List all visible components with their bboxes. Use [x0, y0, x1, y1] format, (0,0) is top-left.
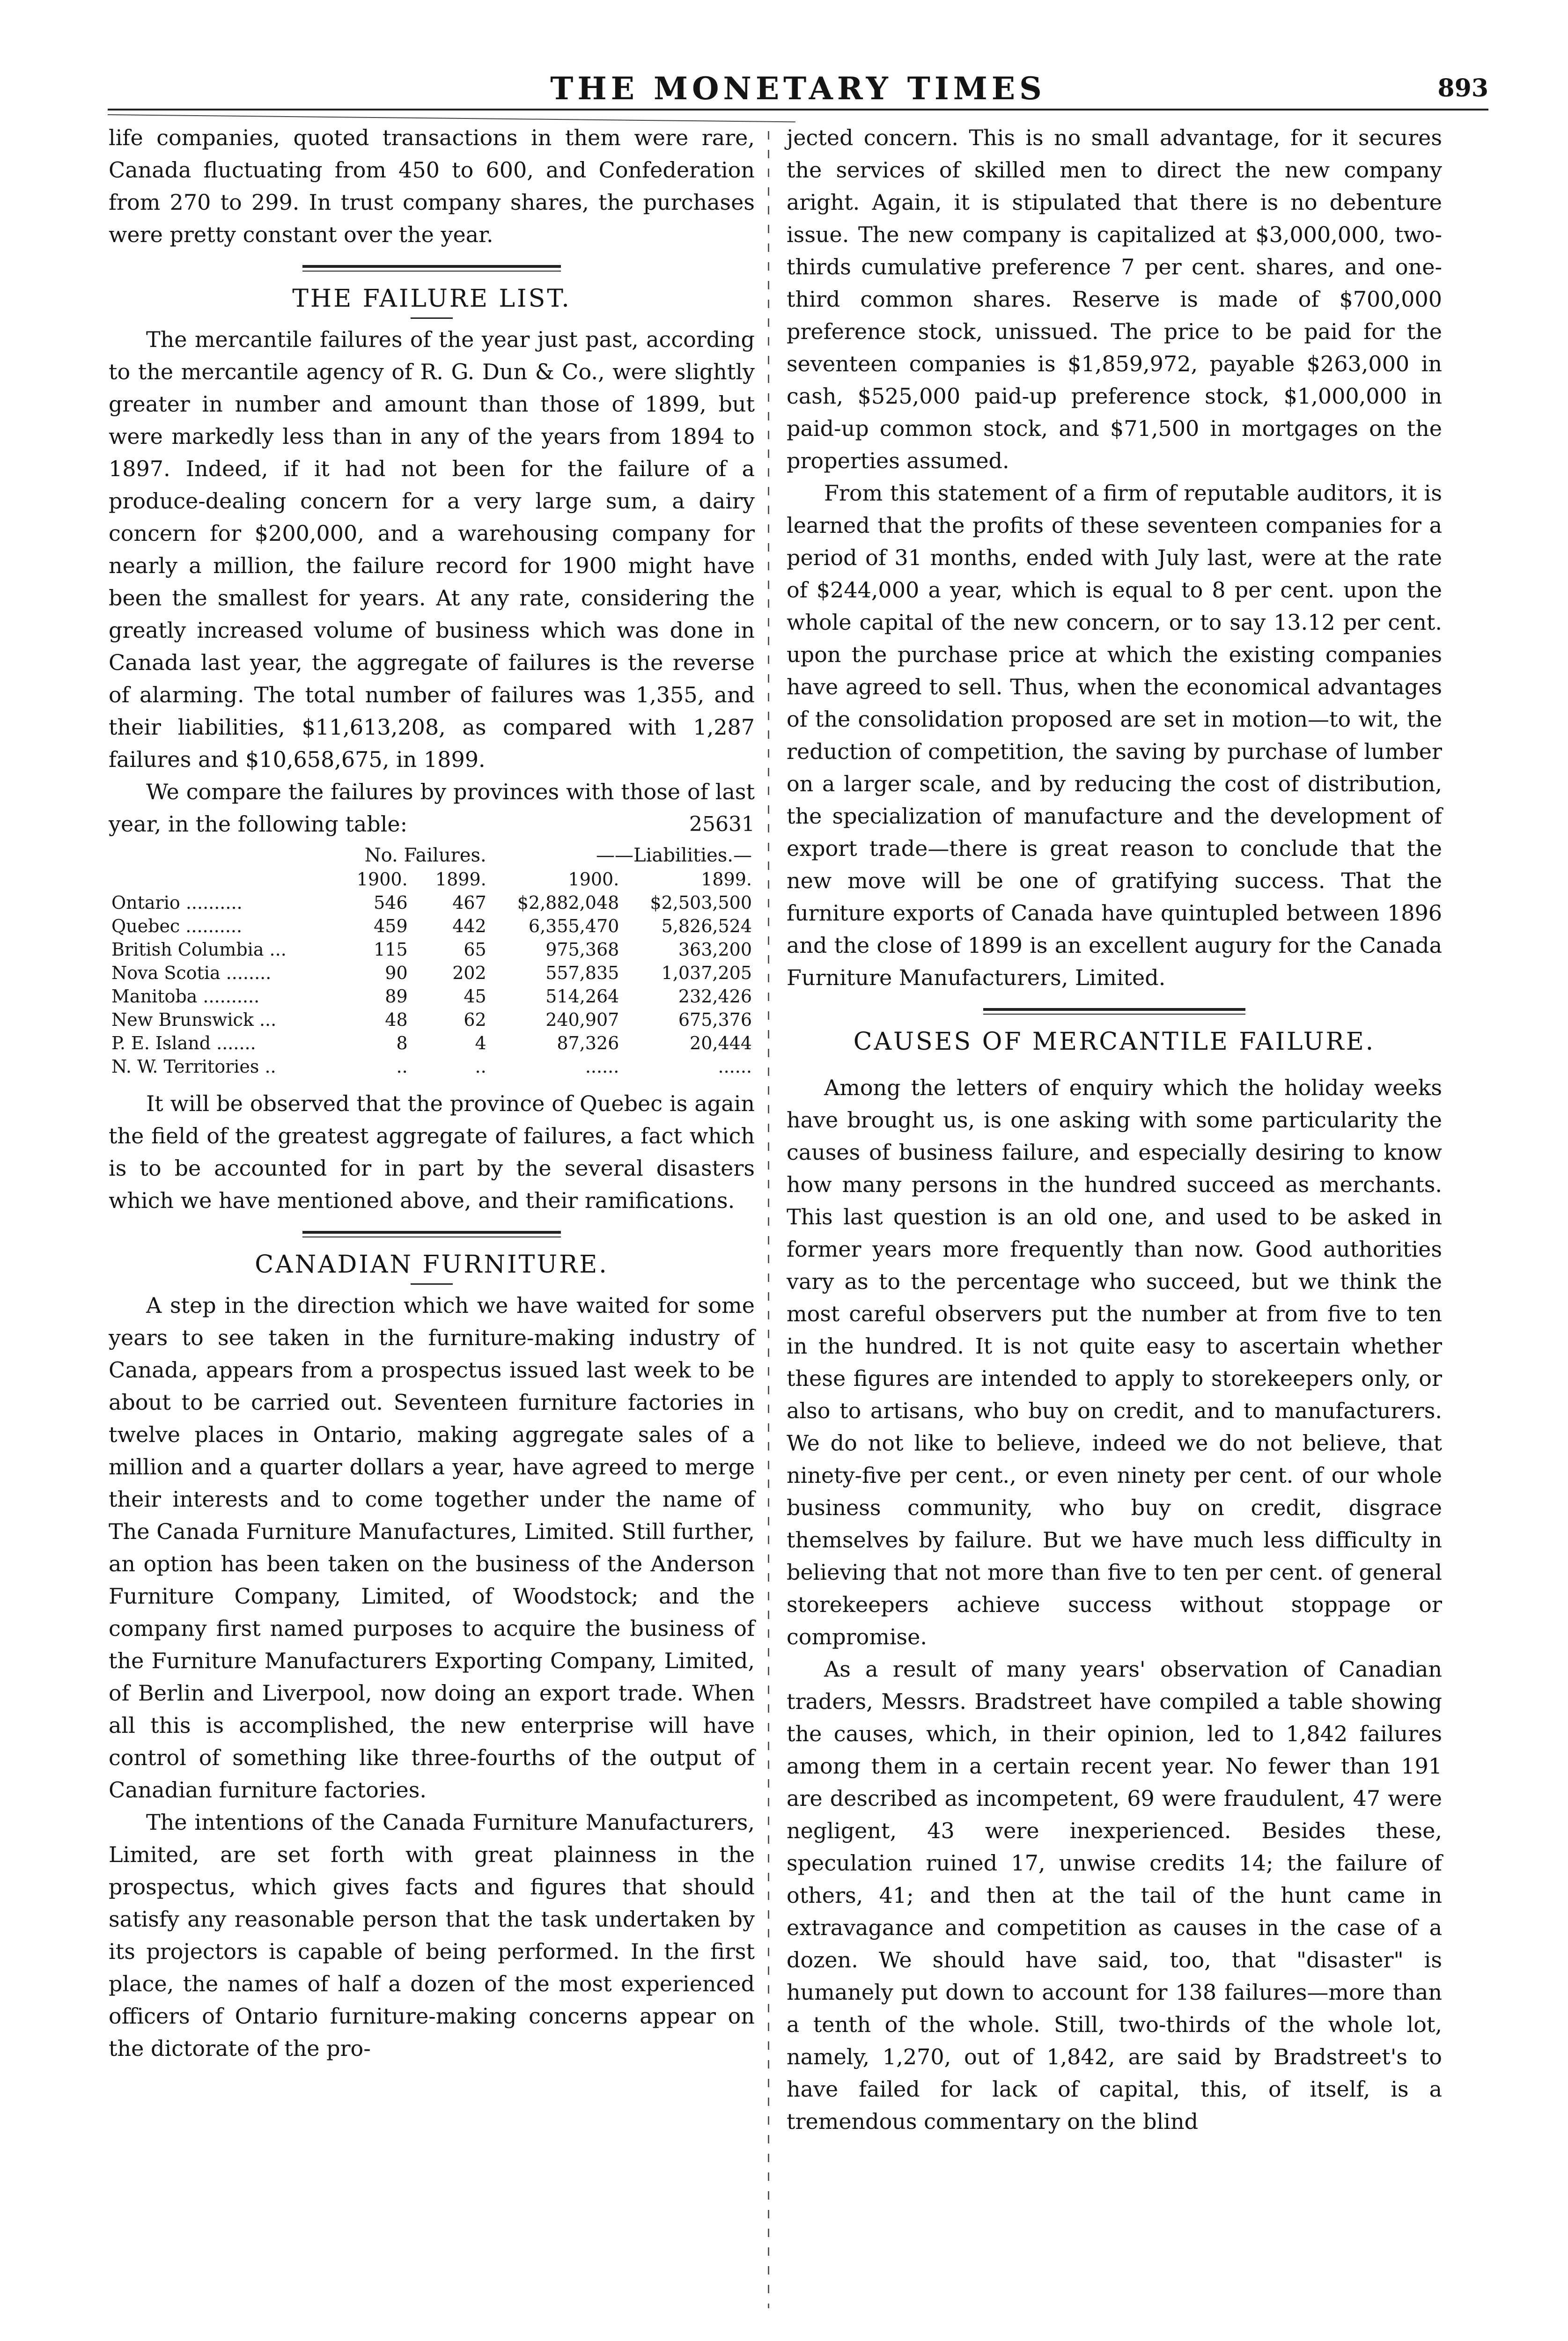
header-rule	[108, 109, 1488, 110]
intro-paragraph: life companies, quoted transactions in them were rare, Canada fluctuating from 450 to 600, and Confederation from 270 to 299. In trust company shares, the purchases were pretty constant over the year.	[109, 125, 755, 247]
province-name: Nova Scotia ........	[111, 963, 272, 983]
liabilities-1900: 557,835	[545, 963, 619, 983]
causes-paragraph-1: Among the letters of enquiry which the holiday weeks have brought us, is one asking with some particularity the causes of business failure, and especially desiring to know how many persons in the hundred succeed as merchants. This last question is an old one, and used to be asked in former years more frequently than now. Good authorities vary as to the percentage who succeed, but we think the most careful observers put the number at from five to ten in the hundred. It is not quite easy to ascertain whether these figures are intended to apply to storekeepers only, or also to artisans, who buy on credit, and to manufacturers. We do not like to believe, indeed we do not believe, that ninety-five per cent., or even ninety per cent. of our whole business community, who buy on credit, disgrace themselves by failure. But we have much less difficulty in believing that not more than five to ten per cent. of general storekeepers achieve success without stoppage or compromise.	[787, 1075, 1442, 1649]
province-name: New Brunswick ...	[111, 1009, 277, 1030]
liabilities-1899: 675,376	[678, 1009, 752, 1030]
col-liabilities-1900: 1900.	[568, 869, 619, 890]
table-row	[109, 1031, 755, 1055]
province-name: Quebec ..........	[111, 916, 243, 936]
failures-1900: 115	[374, 939, 408, 960]
table-row	[109, 938, 755, 961]
failures-1900: 90	[385, 963, 408, 983]
failure-list-table-intro: We compare the failures by provinces with those of last year, in the following table: 25631	[109, 776, 755, 840]
liabilities-1900: 87,326	[557, 1033, 619, 1053]
table-row	[109, 914, 755, 938]
failures-1899: ..	[475, 1056, 486, 1077]
col-failures-1900: 1900.	[356, 869, 408, 890]
furniture-paragraph-2: The intentions of the Canada Furniture Manufacturers, Limited, are set forth with great plainness in the prospectus, which gives facts and figures that should satisfy any reasonable person that the task undertaken by its projectors is capable of being performed. In the first place, the names of half a dozen of the most experienced officers of Ontario furniture-making concerns appear on the dictorate of the pro-	[109, 1810, 755, 2061]
liabilities-1900: 6,355,470	[528, 916, 619, 936]
liabilities-1900: $2,882,048	[517, 892, 619, 913]
failures-1899: 65	[464, 939, 486, 960]
failures-1900: ..	[396, 1056, 408, 1077]
province-name: Ontario ..........	[111, 892, 243, 913]
liabilities-1900: 514,264	[545, 986, 619, 1007]
table-row	[109, 891, 755, 914]
table-row	[109, 985, 755, 1008]
masthead-title: THE MONETARY TIMES	[550, 70, 1046, 107]
section-divider	[983, 1008, 1245, 1015]
page-header	[108, 70, 1488, 108]
failures-by-province-table	[109, 843, 755, 1078]
failures-1899: 467	[452, 892, 486, 913]
causes-paragraph-2: As a result of many years' observation of Canadian traders, Messrs. Bradstreet have compiled a table showing the causes, which, in their opinion, led to 1,842 failures among them in a certain recent year. No fewer than 191 are described as incompetent, 69 were fraudulent, 47 were negligent, 43 were inexperienced. Besides these, speculation ruined 17, unwise credits 14; the failure of others, 41; and then at the tail of the hunt came in extravagance and competition as causes in the case of a dozen. We should have said, too, that "disaster" is humanely put down to account for 138 failures—more than a tenth of the whole. Still, two-thirds of the whole lot, namely, 1,270, out of 1,842, are said by Bradstreet's to have failed for lack of capital, this, of itself, is a tremendous commentary on the blind	[787, 1656, 1442, 2134]
liabilities-1899: $2,503,500	[650, 892, 752, 913]
left-column	[109, 122, 755, 2065]
causes-heading: CAUSES OF MERCANTILE FAILURE.	[853, 1028, 1376, 1056]
failures-1899: 4	[475, 1033, 486, 1053]
failures-1900: 546	[374, 892, 408, 913]
liabilities-1899: ......	[718, 1056, 752, 1077]
header-rule-secondary	[108, 114, 795, 122]
table-reference-number: 25631	[689, 812, 755, 836]
failures-1899: 45	[464, 986, 486, 1007]
canadian-furniture-heading: CANADIAN FURNITURE.	[255, 1251, 609, 1279]
province-name: N. W. Territories ..	[111, 1056, 276, 1077]
liabilities-1900: ......	[585, 1056, 619, 1077]
liabilities-1899: 20,444	[690, 1033, 752, 1053]
table-row	[109, 1008, 755, 1031]
col-liabilities-1899: 1899.	[701, 869, 752, 890]
liabilities-1899: 232,426	[678, 986, 752, 1007]
furniture-paragraph-1: A step in the direction which we have waited for some years to see taken in the furniture-making industry of Canada, appears from a prospectus issued last week to be about to be carried out. Seventeen furniture factories in twelve places in Ontario, making aggregate sales of a million and a quarter dollars a year, have agreed to merge their interests and to come together under the name of The Canada Furniture Manufactures, Limited. Still further, an option has been taken on the business of the Anderson Furniture Company, Limited, of Woodstock; and the company first named purposes to acquire the business of the Furniture Manufacturers Exporting Company, Limited, of Berlin and Liverpool, now doing an export trade. When all this is accomplished, the new enterprise will have control of something like three-fourths of the output of Canadian furniture factories.	[109, 1293, 755, 1803]
quebec-observation-paragraph: It will be observed that the province of Quebec is again the field of the greatest aggregate of failures, a fact which is to be accounted for in part by the several disasters which we have mentioned above, and their ramifications.	[109, 1091, 755, 1213]
table-row	[109, 961, 755, 985]
heading-dash	[411, 1283, 453, 1285]
failures-1900: 89	[385, 986, 408, 1007]
liabilities-1899: 363,200	[678, 939, 752, 960]
liabilities-1900: 975,368	[545, 939, 619, 960]
page-number: 893	[1437, 74, 1488, 103]
failures-1899: 202	[452, 963, 486, 983]
column-separator	[768, 131, 769, 2308]
col-failures-1899: 1899.	[435, 869, 486, 890]
section-divider	[302, 1231, 561, 1237]
table-row	[109, 1055, 755, 1078]
group-liabilities: ——Liabilities.—	[596, 845, 752, 866]
liabilities-1900: 240,907	[545, 1009, 619, 1030]
heading-dash	[411, 317, 453, 319]
auditors-paragraph: From this statement of a firm of reputable auditors, it is learned that the profits of these seventeen companies for a period of 31 months, ended with July last, were at the rate of $244,000 a year, which is equal to 8 per cent. upon the whole capital of the new concern, or to say 13.12 per cent. upon the purchase price at which the existing companies have agreed to sell. Thus, when the economical advantages of the consolidation proposed are set in motion—to wit, the reduction of competition, the saving by purchase of lumber on a larger scale, and by reducing the cost of distribution, the specialization of manufacture and the development of export trade—there is great reason to conclude that the new move will be one of gratifying success. That the furniture exports of Canada have quintupled between 1896 and the close of 1899 is an excellent augury for the Canada Furniture Manufacturers, Limited.	[787, 480, 1442, 990]
right-column	[787, 122, 1442, 2138]
failures-1900: 459	[374, 916, 408, 936]
furniture-continued-paragraph: jected concern. This is no small advantage, for it secures the services of skilled men to direct the new company aright. Again, it is stipulated that there is no debenture issue. The new company is capitalized at $3,000,000, two-thirds cumulative preference 7 per cent. shares, and one-third common shares. Reserve is made of $700,000 preference stock, unissued. The price to be paid for the seventeen companies is $1,859,972, payable $263,000 in cash, $525,000 paid-up preference stock, $1,000,000 in paid-up common stock, and $71,500 in mortgages on the properties assumed.	[787, 125, 1442, 473]
province-name: British Columbia ...	[111, 939, 287, 960]
failures-1900: 8	[396, 1033, 408, 1053]
group-no-failures: No. Failures.	[364, 845, 486, 866]
failure-list-heading: THE FAILURE LIST.	[292, 285, 571, 313]
failure-list-paragraph: The mercantile failures of the year just past, according to the mercantile agency of R. G. Dun & Co., were slightly greater in number and amount than those of 1899, but were markedly less than in any of the years from 1894 to 1897. Indeed, if it had not been for the failure of a produce-dealing concern for a very large sum, a dairy concern for $200,000, and a warehousing company for nearly a million, the failure record for 1900 might have been the smallest for years. At any rate, considering the greatly increased volume of business which was done in Canada last year, the aggregate of failures is the reverse of alarming. The total number of failures was 1,355, and their liabilities, $11,613,208, as compared with 1,287 failures and $10,658,675, in 1899.	[109, 327, 755, 772]
table-year-header	[109, 868, 755, 891]
failures-1899: 62	[464, 1009, 486, 1030]
province-name: Manitoba ..........	[111, 986, 260, 1007]
failures-1899: 442	[452, 916, 486, 936]
liabilities-1899: 1,037,205	[661, 963, 752, 983]
table-group-header	[109, 843, 755, 868]
province-name: P. E. Island .......	[111, 1033, 256, 1053]
failures-1900: 48	[385, 1009, 408, 1030]
liabilities-1899: 5,826,524	[661, 916, 752, 936]
section-divider	[302, 265, 561, 272]
